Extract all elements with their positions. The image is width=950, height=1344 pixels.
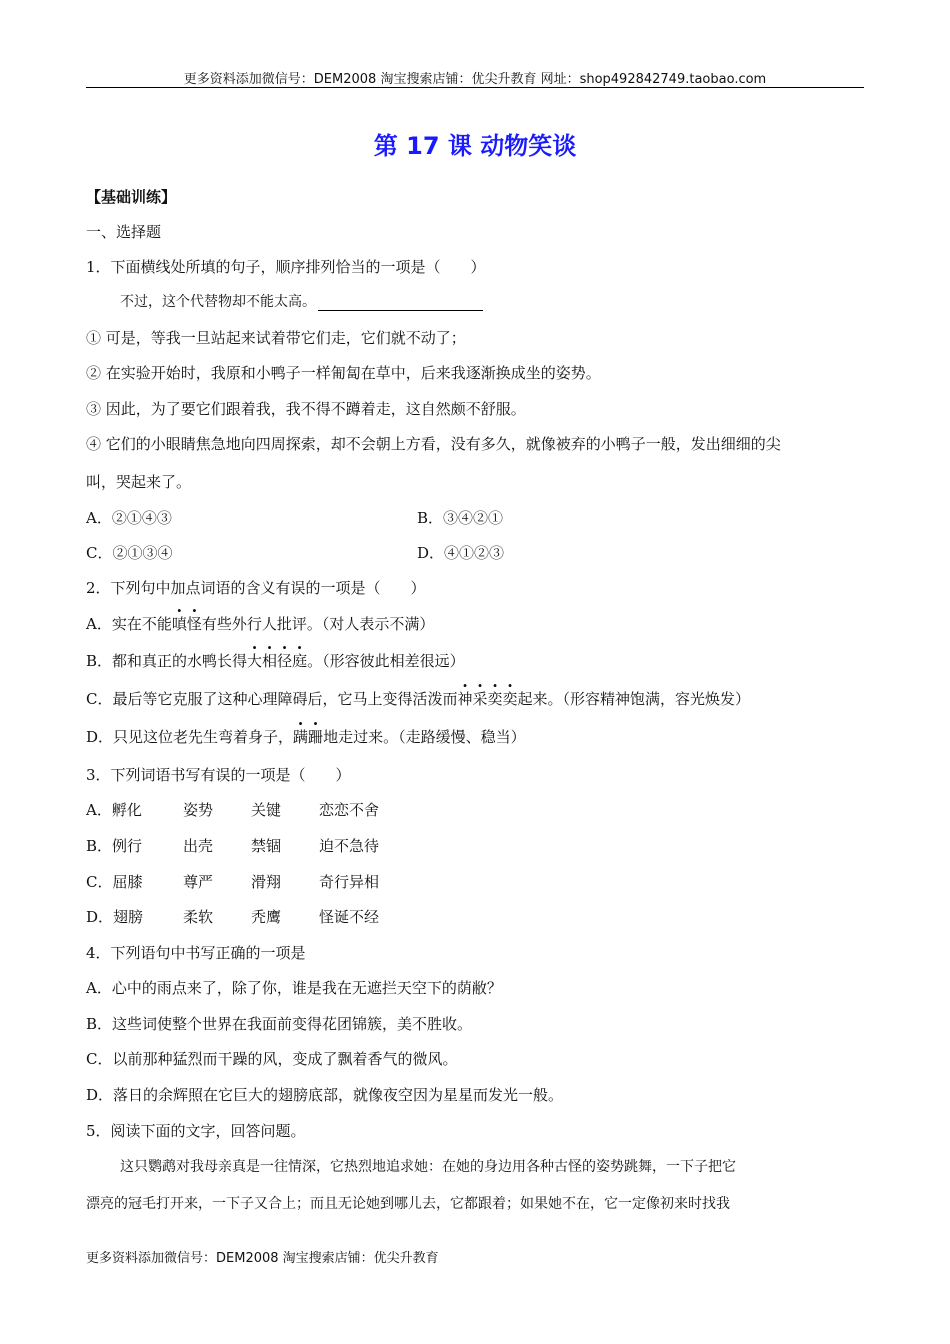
dotted-char: 采	[472, 690, 488, 708]
q1-option-c[interactable]: C．②①③④	[86, 544, 173, 562]
q2-option-c[interactable]	[86, 688, 750, 709]
header-rule	[86, 87, 864, 88]
q4-stem: 4．下列语句中书写正确的一项是	[86, 944, 306, 962]
q5-passage-line-1: 这只鹦鹉对我母亲真是一往情深，它热烈地追求她：在她的身边用各种古怪的姿势跳舞，一下子把它	[120, 1159, 736, 1175]
dotted-char: 径	[277, 652, 293, 670]
q2-c-post: 起来。（形容精神饱满，容光焕发）	[517, 690, 751, 708]
section-heading: 【基础训练】	[86, 188, 177, 206]
q3-option-d[interactable]	[86, 906, 379, 927]
dotted-char: 奕	[487, 690, 503, 708]
dotted-char: 奕	[502, 690, 518, 708]
dotted-char: 大	[247, 652, 263, 670]
q1-sentence-2: ② 在实验开始时，我原和小鸭子一样匍匐在草中，后来我逐渐换成坐的姿势。	[86, 364, 601, 382]
q2-option-b[interactable]	[86, 650, 465, 671]
q3-word: 奇行异相	[319, 873, 380, 891]
q2-b-post: 。（形容彼此相差很远）	[307, 652, 465, 670]
q3-word: A．孵化	[86, 801, 142, 819]
q4-option-c[interactable]: C．以前那种猛烈而干躁的风，变成了飘着香气的微风。	[86, 1050, 458, 1068]
lesson-title: 第 17 课 动物笑谈	[373, 132, 577, 160]
q3-word: 柔软	[183, 908, 214, 926]
q2-a-post: 有些外行人批评。（对人表示不满）	[201, 615, 435, 633]
part-heading: 一、选择题	[86, 223, 162, 241]
q3-option-a[interactable]	[86, 799, 379, 820]
q4-option-d[interactable]: D．落日的余辉照在它巨大的翅膀底部，就像夜空因为星星而发光一般。	[86, 1086, 564, 1104]
q1-sentence-1: ① 可是，等我一旦站起来试着带它们走，它们就不动了；	[86, 329, 466, 347]
q3-word: 出壳	[183, 837, 214, 855]
q3-word: B．例行	[86, 837, 143, 855]
dotted-char: 蹒	[293, 728, 309, 746]
q3-word: 尊严	[183, 873, 214, 891]
q2-option-a[interactable]	[86, 613, 434, 634]
q1-quote-text: 不过，这个代替物却不能太高。	[120, 294, 316, 310]
q4-option-a[interactable]: A．心中的雨点来了，除了你，谁是我在无遮拦天空下的荫敝？	[86, 979, 502, 997]
q2-a-pre: A．实在不能	[86, 615, 172, 633]
dotted-char: 神	[457, 690, 473, 708]
dotted-char: 庭	[292, 652, 308, 670]
q1-sentence-4a: ④ 它们的小眼睛焦急地向四周探索，却不会朝上方看，没有多久，就像被弃的小鸭子一般，发出细细的尖	[86, 435, 781, 453]
q3-word: 姿势	[183, 801, 214, 819]
q2-stem: 2．下列句中加点词语的含义有误的一项是（ ）	[86, 579, 426, 597]
dotted-char: 怪	[186, 615, 202, 633]
q3-word: 禁锢	[251, 837, 282, 855]
q1-option-a[interactable]: A．②①④③	[86, 509, 172, 527]
q3-word: D．翅膀	[86, 908, 144, 926]
q1-stem: 1．下面横线处所填的句子，顺序排列恰当的一项是（ ）	[86, 258, 486, 276]
q2-b-pre: B．都和真正的水鸭长得	[86, 652, 248, 670]
q1-quote	[120, 291, 483, 311]
q2-d-pre: D．只见这位老先生弯着身子，	[86, 728, 294, 746]
q5-passage-line-2: 漂亮的冠毛打开来，一下子又合上；而且无论她到哪儿去，它都跟着；如果她不在，它一定像初来时找我	[86, 1196, 730, 1212]
page-footer: 更多资料添加微信号：DEM2008 淘宝搜索店铺：优尖升教育	[86, 1251, 439, 1266]
q3-word: 滑翔	[251, 873, 282, 891]
q2-option-d[interactable]	[86, 726, 526, 747]
q2-c-pre: C．最后等它克服了这种心理障碍后，它马上变得活泼而	[86, 690, 458, 708]
q5-stem: 5．阅读下面的文字，回答问题。	[86, 1122, 306, 1140]
page-header: 更多资料添加微信号：DEM2008 淘宝搜索店铺：优尖升教育 网址：shop492842749.taobao.com	[183, 72, 767, 87]
q3-word: 恋恋不舍	[319, 801, 380, 819]
q3-word: 秃鹰	[251, 908, 282, 926]
q3-word: 怪诞不经	[319, 908, 380, 926]
q3-word: 关键	[251, 801, 282, 819]
q3-option-b[interactable]	[86, 835, 379, 856]
fill-blank	[318, 296, 483, 311]
q4-option-b[interactable]: B．这些词使整个世界在我面前变得花团锦簇，美不胜收。	[86, 1015, 473, 1033]
q1-sentence-3: ③ 因此，为了要它们跟着我，我不得不蹲着走，这自然颇不舒服。	[86, 400, 526, 418]
q3-option-c[interactable]	[86, 871, 379, 892]
q1-sentence-4b: 叫，哭起来了。	[86, 473, 192, 491]
q1-option-b[interactable]: B．③④②①	[417, 509, 504, 527]
q1-option-d[interactable]: D．④①②③	[417, 544, 505, 562]
q3-word: C．屈膝	[86, 873, 143, 891]
q2-d-post: 地走过来。（走路缓慢、稳当）	[323, 728, 526, 746]
q3-word: 迫不急待	[319, 837, 380, 855]
q3-stem: 3．下列词语书写有误的一项是（ ）	[86, 766, 351, 784]
dotted-char: 相	[262, 652, 278, 670]
dotted-char: 嗔	[171, 615, 187, 633]
dotted-char: 跚	[308, 728, 324, 746]
